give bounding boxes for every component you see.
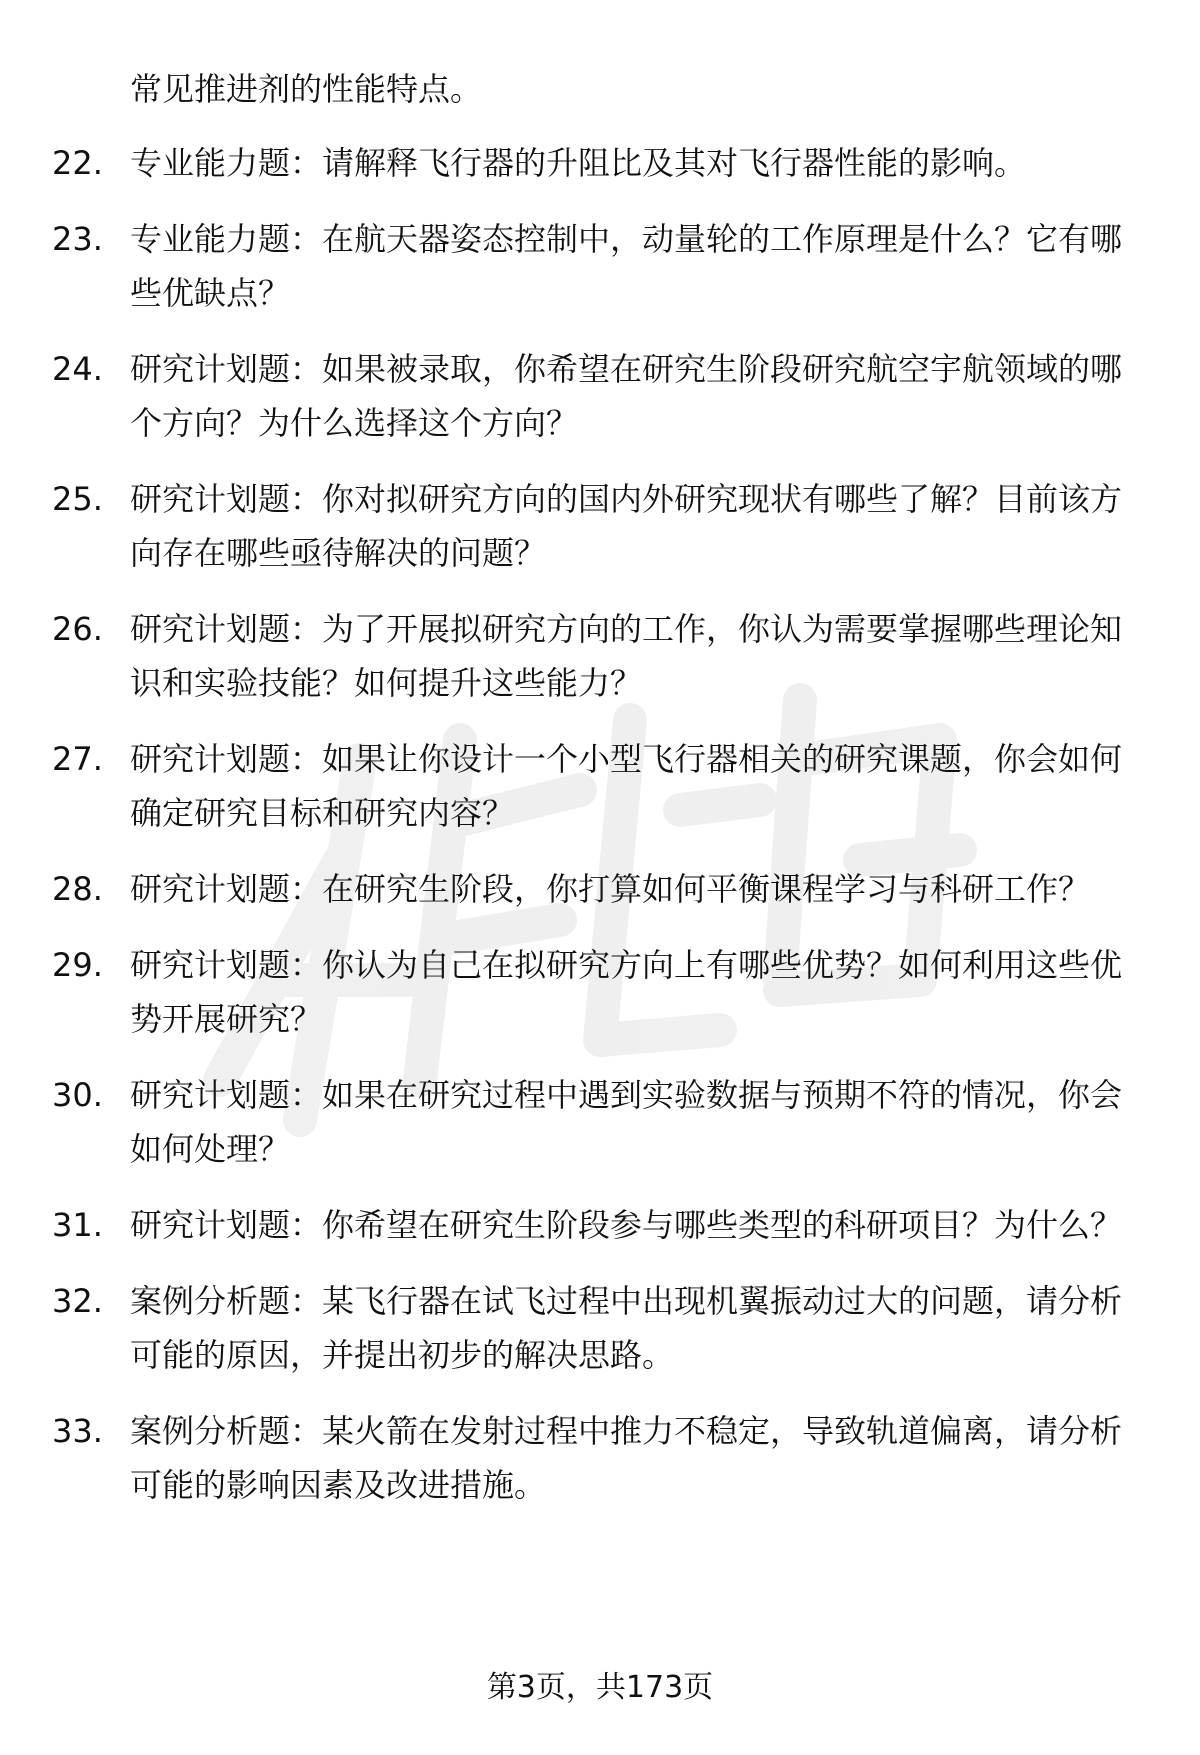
- question-text: 研究计划题：如果被录取，你希望在研究生阶段研究航空宇航领域的哪个方向？为什么选择这个方向？: [130, 350, 1123, 442]
- question-item: [0, 1068, 1200, 1176]
- question-item: [0, 136, 1200, 190]
- question-number: 27.: [52, 740, 103, 778]
- question-item: [0, 732, 1200, 840]
- question-text: 研究计划题：你认为自己在拟研究方向上有哪些优势？如何利用这些优势开展研究？: [130, 946, 1123, 1038]
- question-number: 22.: [52, 144, 103, 182]
- question-item: [0, 862, 1200, 916]
- question-text: 案例分析题：某飞行器在试飞过程中出现机翼振动过大的问题，请分析可能的原因，并提出初步的解决思路。: [130, 1282, 1123, 1374]
- question-number: 23.: [52, 220, 103, 258]
- question-text: 研究计划题：在研究生阶段，你打算如何平衡课程学习与科研工作？: [130, 870, 1091, 908]
- question-item: [0, 212, 1200, 320]
- question-text: 研究计划题：你对拟研究方向的国内外研究现状有哪些了解？目前该方向存在哪些亟待解决的问题？: [130, 480, 1123, 572]
- question-number: 29.: [52, 946, 103, 984]
- question-text: 研究计划题：如果在研究过程中遇到实验数据与预期不符的情况，你会如何处理？: [130, 1076, 1123, 1168]
- question-text: 研究计划题：为了开展拟研究方向的工作，你认为需要掌握哪些理论知识和实验技能？如何提升这些能力？: [130, 610, 1123, 702]
- question-number: 30.: [52, 1076, 103, 1114]
- question-number: 33.: [52, 1412, 103, 1450]
- question-item: [0, 1198, 1200, 1252]
- question-item: [0, 342, 1200, 450]
- question-number: 24.: [52, 350, 103, 388]
- question-text: 专业能力题：请解释飞行器的升阻比及其对飞行器性能的影响。: [130, 144, 1027, 182]
- question-list: [0, 136, 1200, 1534]
- question-number: 26.: [52, 610, 103, 648]
- question-item: [0, 938, 1200, 1046]
- question-item: [0, 1404, 1200, 1512]
- continued-question-text: 常见推进剂的性能特点。: [130, 70, 483, 108]
- question-number: 25.: [52, 480, 103, 518]
- question-item: [0, 602, 1200, 710]
- question-text: 研究计划题：你希望在研究生阶段参与哪些类型的科研项目？为什么？: [130, 1206, 1123, 1244]
- question-item: [0, 1274, 1200, 1382]
- question-text: 专业能力题：在航天器姿态控制中，动量轮的工作原理是什么？它有哪些优缺点？: [130, 220, 1123, 312]
- question-text: 研究计划题：如果让你设计一个小型飞行器相关的研究课题，你会如何确定研究目标和研究内容？: [130, 740, 1123, 832]
- question-number: 31.: [52, 1206, 103, 1244]
- question-number: 28.: [52, 870, 103, 908]
- question-text: 案例分析题：某火箭在发射过程中推力不稳定，导致轨道偏离，请分析可能的影响因素及改进措施。: [130, 1412, 1123, 1504]
- question-number: 32.: [52, 1282, 103, 1320]
- question-item: [0, 472, 1200, 580]
- page-footer: 第3页，共173页: [486, 1670, 714, 1705]
